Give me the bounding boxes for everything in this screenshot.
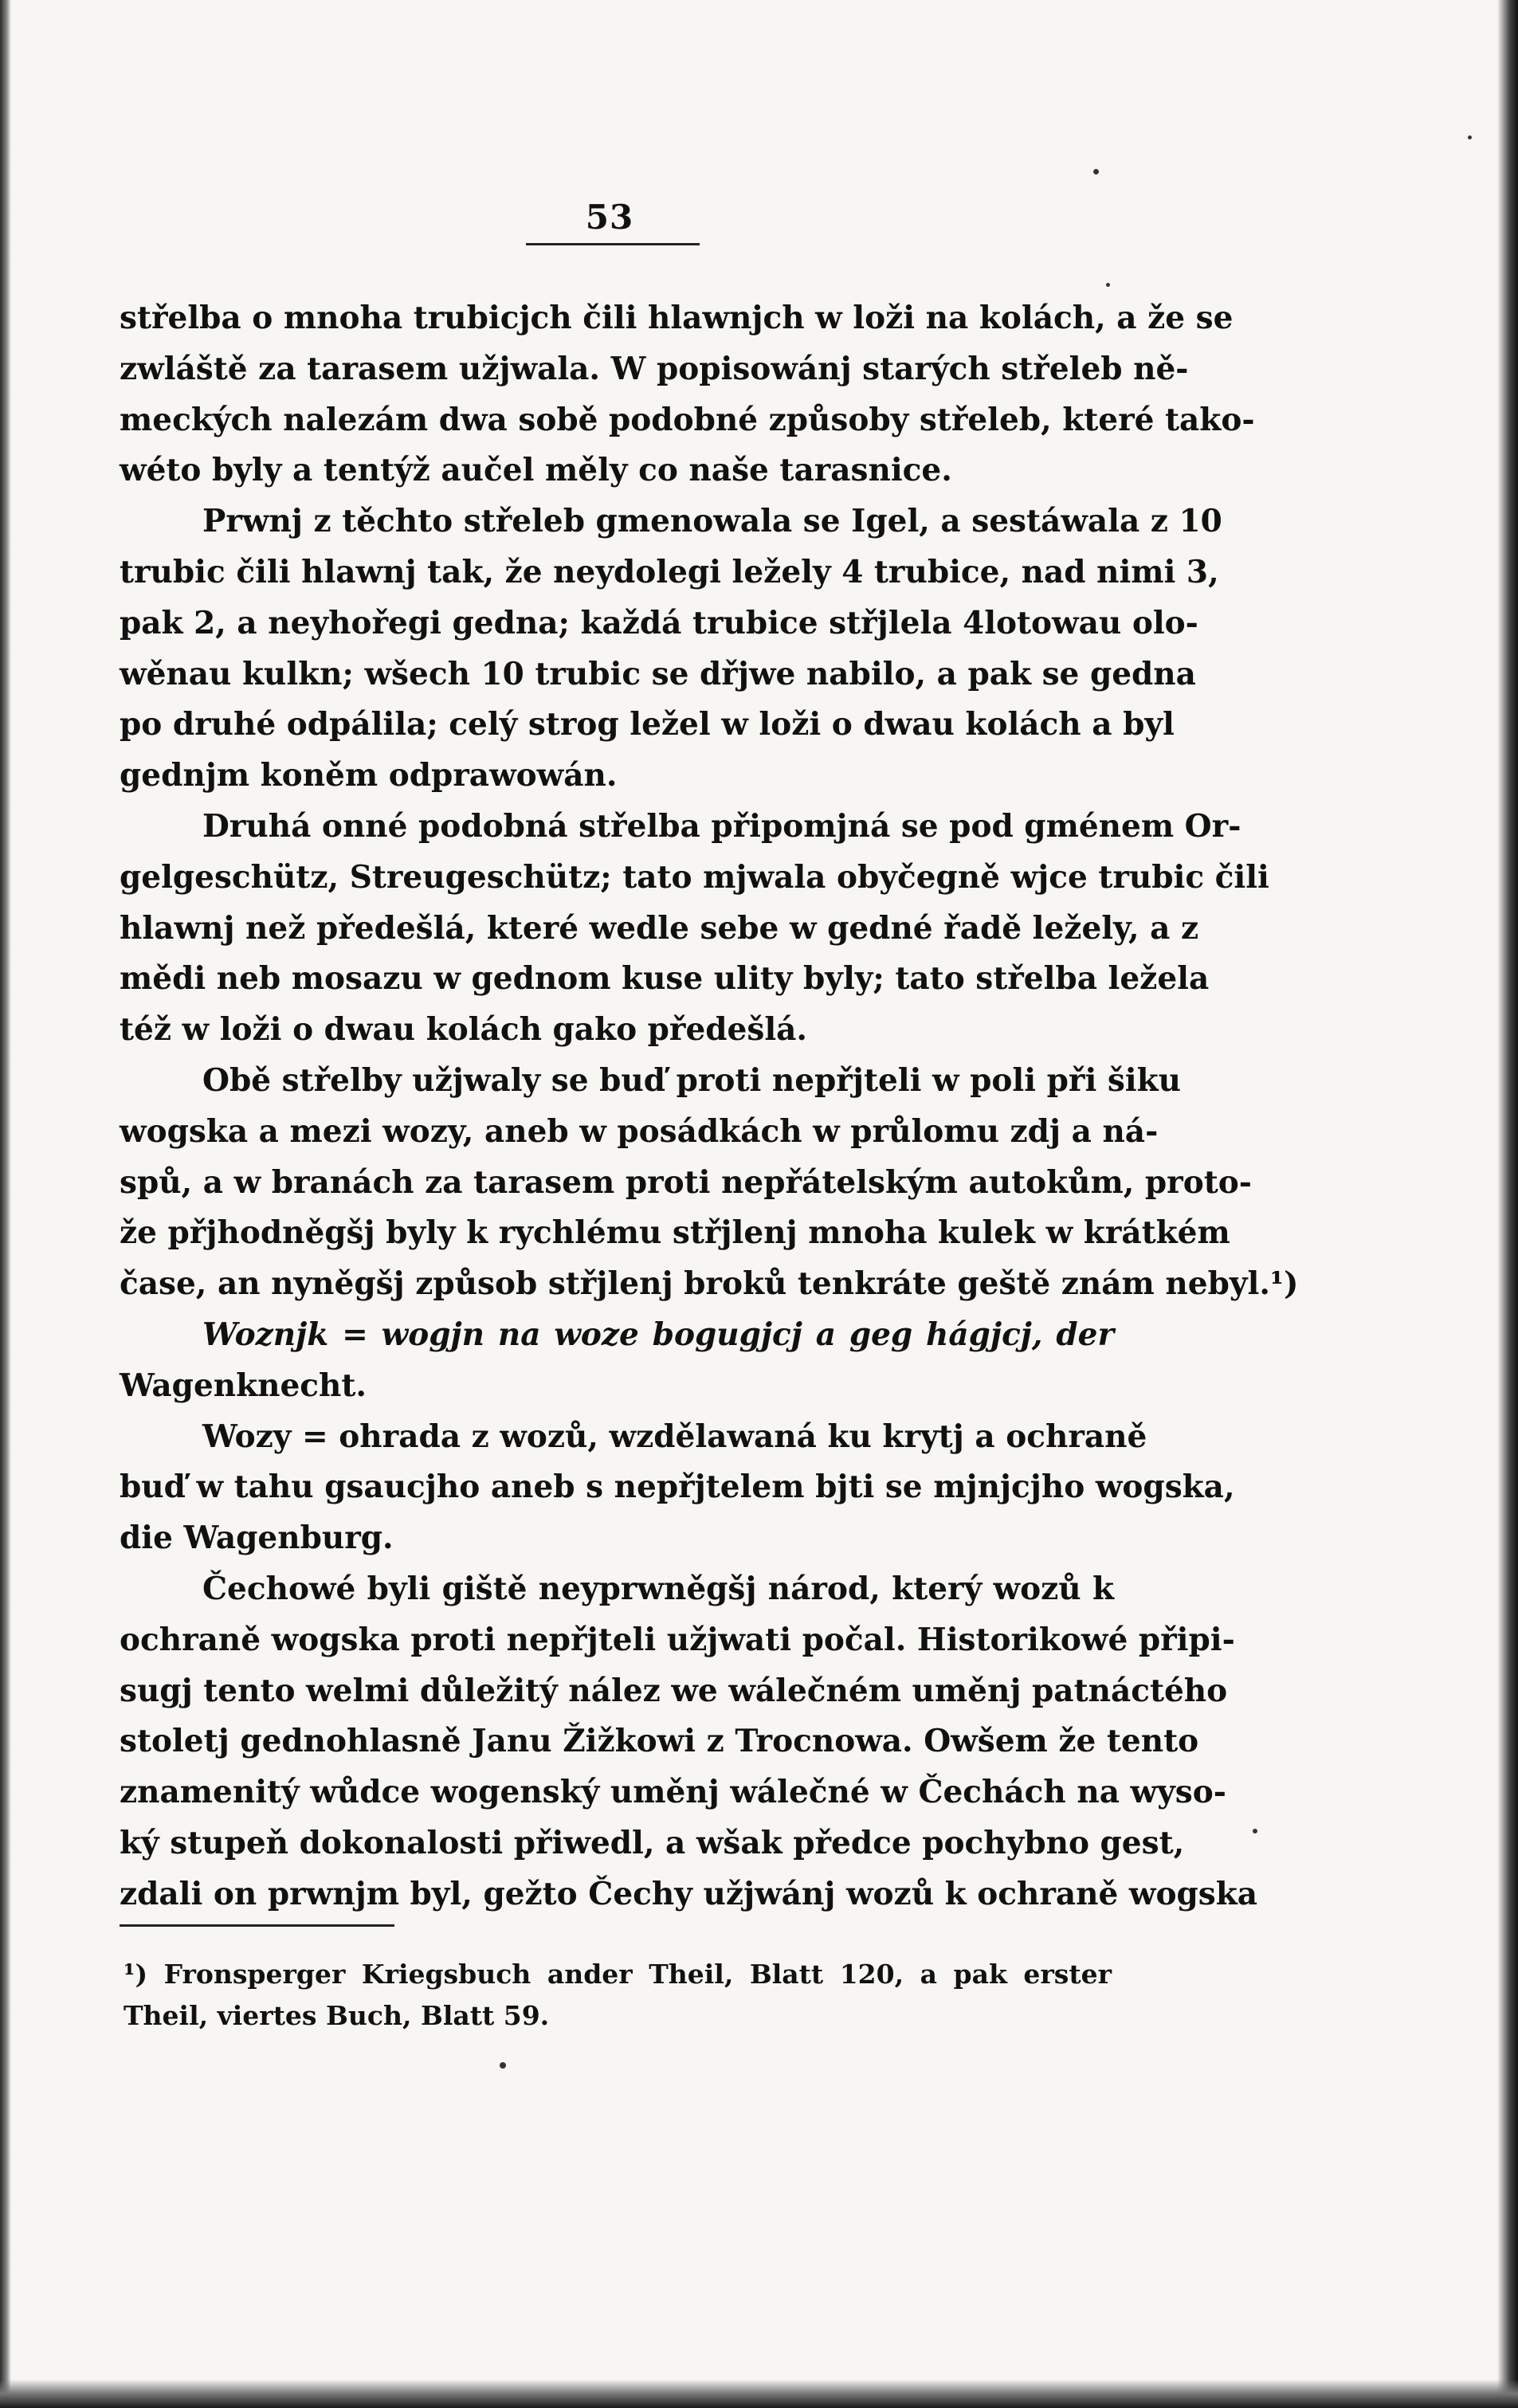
text-line: sugj tento welmi důležitý nález we wálečném uměnj patnáctého	[120, 1672, 1228, 1709]
text-line: že přjhodněgšj byly k rychlému střjlenj mnoha kulek w krátkém	[120, 1214, 1230, 1252]
page-edge-bottom	[0, 2379, 1518, 2408]
ink-speck	[1106, 283, 1110, 287]
ink-speck	[1093, 169, 1099, 175]
text-line: Prwnj z těchto střeleb gmenowala se Igel, a sestáwala z 10	[202, 503, 1222, 540]
text-line: pak 2, a neyhořegi gedna; každá trubice střjlela 4lotowau olo-	[120, 604, 1198, 641]
text-line: mědi neb mosazu w gednom kuse ulity byly; tato střelba ležela	[120, 960, 1210, 998]
text-line: čase, an nyněgšj způsob střjlenj broků tenkráte geště znám nebyl.¹)	[120, 1265, 1299, 1303]
text-line: gednjm koněm odprawowán.	[120, 757, 618, 794]
text-line: die Wagenburg.	[120, 1520, 394, 1557]
text-line: zdali on prwnjm byl, gežto Čechy užjwánj wozů k ochraně wogska	[120, 1875, 1258, 1912]
text-line: Druhá onné podobná střelba připomjná se pod gménem Or-	[202, 807, 1241, 845]
ink-speck	[1468, 135, 1472, 139]
header-rule	[526, 243, 700, 245]
page-edge-left	[0, 0, 11, 2408]
text-line: wěnau kulkn; wšech 10 trubic se dřjwe nabilo, a pak se gedna	[120, 655, 1196, 692]
text-line: wogska a mezi wozy, aneb w posádkách w průlomu zdj a ná-	[120, 1112, 1159, 1150]
text-line: stoletj gednohlasně Janu Žižkowi z Trocnowa. Owšem že tento	[120, 1723, 1199, 1760]
footnote-rule	[120, 1924, 394, 1927]
text-line: Čechowé byli giště neyprwněgšj národ, který wozů k	[202, 1570, 1114, 1607]
footnote-line: Theil, viertes Buch, Blatt 59.	[124, 2000, 550, 2031]
text-line: Woznjk = wogjn na woze bogugjcj a geg hágjcj, der	[202, 1316, 1114, 1353]
text-line: znamenitý wůdce wogenský uměnj wálečné w Čechách na wyso-	[120, 1774, 1226, 1811]
text-line: ký stupeň dokonalosti přiwedl, a wšak předce pochybno gest,	[120, 1824, 1185, 1861]
text-line: hlawnj než předešlá, které wedle sebe w gedné řadě ležely, a z	[120, 909, 1199, 947]
page-number: 53	[585, 198, 634, 237]
text-line: buď w tahu gsaucjho aneb s nepřjtelem bjti se mjnjcjho wogska,	[120, 1469, 1235, 1506]
text-line: střelba o mnoha trubicjch čili hlawnjch w loži na kolách, a že se	[120, 300, 1234, 336]
text-line: gelgeschütz, Streugeschütz; tato mjwala obyčegně wjce trubic čili	[120, 858, 1269, 896]
text-line: ochraně wogska proti nepřjteli užjwati počal. Historikowé připi-	[120, 1621, 1235, 1658]
text-line: wéto byly a tentýž aučel měly co naše tarasnice.	[120, 452, 952, 489]
text-line: též w loži o dwau kolách gako předešlá.	[120, 1011, 807, 1049]
text-line: meckých nalezám dwa sobě podobné způsoby střeleb, které tako-	[120, 401, 1255, 438]
text-line: spů, a w branách za tarasem proti nepřátelským autokům, proto-	[120, 1163, 1252, 1201]
body-text	[120, 293, 1299, 1920]
page-edge-right	[1497, 0, 1518, 2408]
text-line: Obě střelby užjwaly se buď proti nepřjteli w poli při šiku	[202, 1061, 1181, 1099]
ink-speck	[1253, 1829, 1257, 1833]
ink-speck	[500, 2062, 506, 2069]
text-line: Wagenknecht.	[120, 1367, 367, 1404]
text-line: po druhé odpálila; celý strog ležel w loži o dwau kolách a byl	[120, 706, 1175, 743]
text-line: zwláště za tarasem užjwala. W popisowánj starých střeleb ně-	[120, 350, 1189, 387]
footnote	[124, 1954, 1112, 2037]
footnote-line: ¹) Fronsperger Kriegsbuch ander Theil, Blatt 120, a pak erster	[124, 1959, 1112, 1990]
text-line: trubic čili hlawnj tak, že neydolegi ležely 4 trubice, nad nimi 3,	[120, 553, 1219, 590]
text-line: Wozy = ohrada z wozů, wzdělawaná ku krytj a ochraně	[202, 1418, 1147, 1455]
